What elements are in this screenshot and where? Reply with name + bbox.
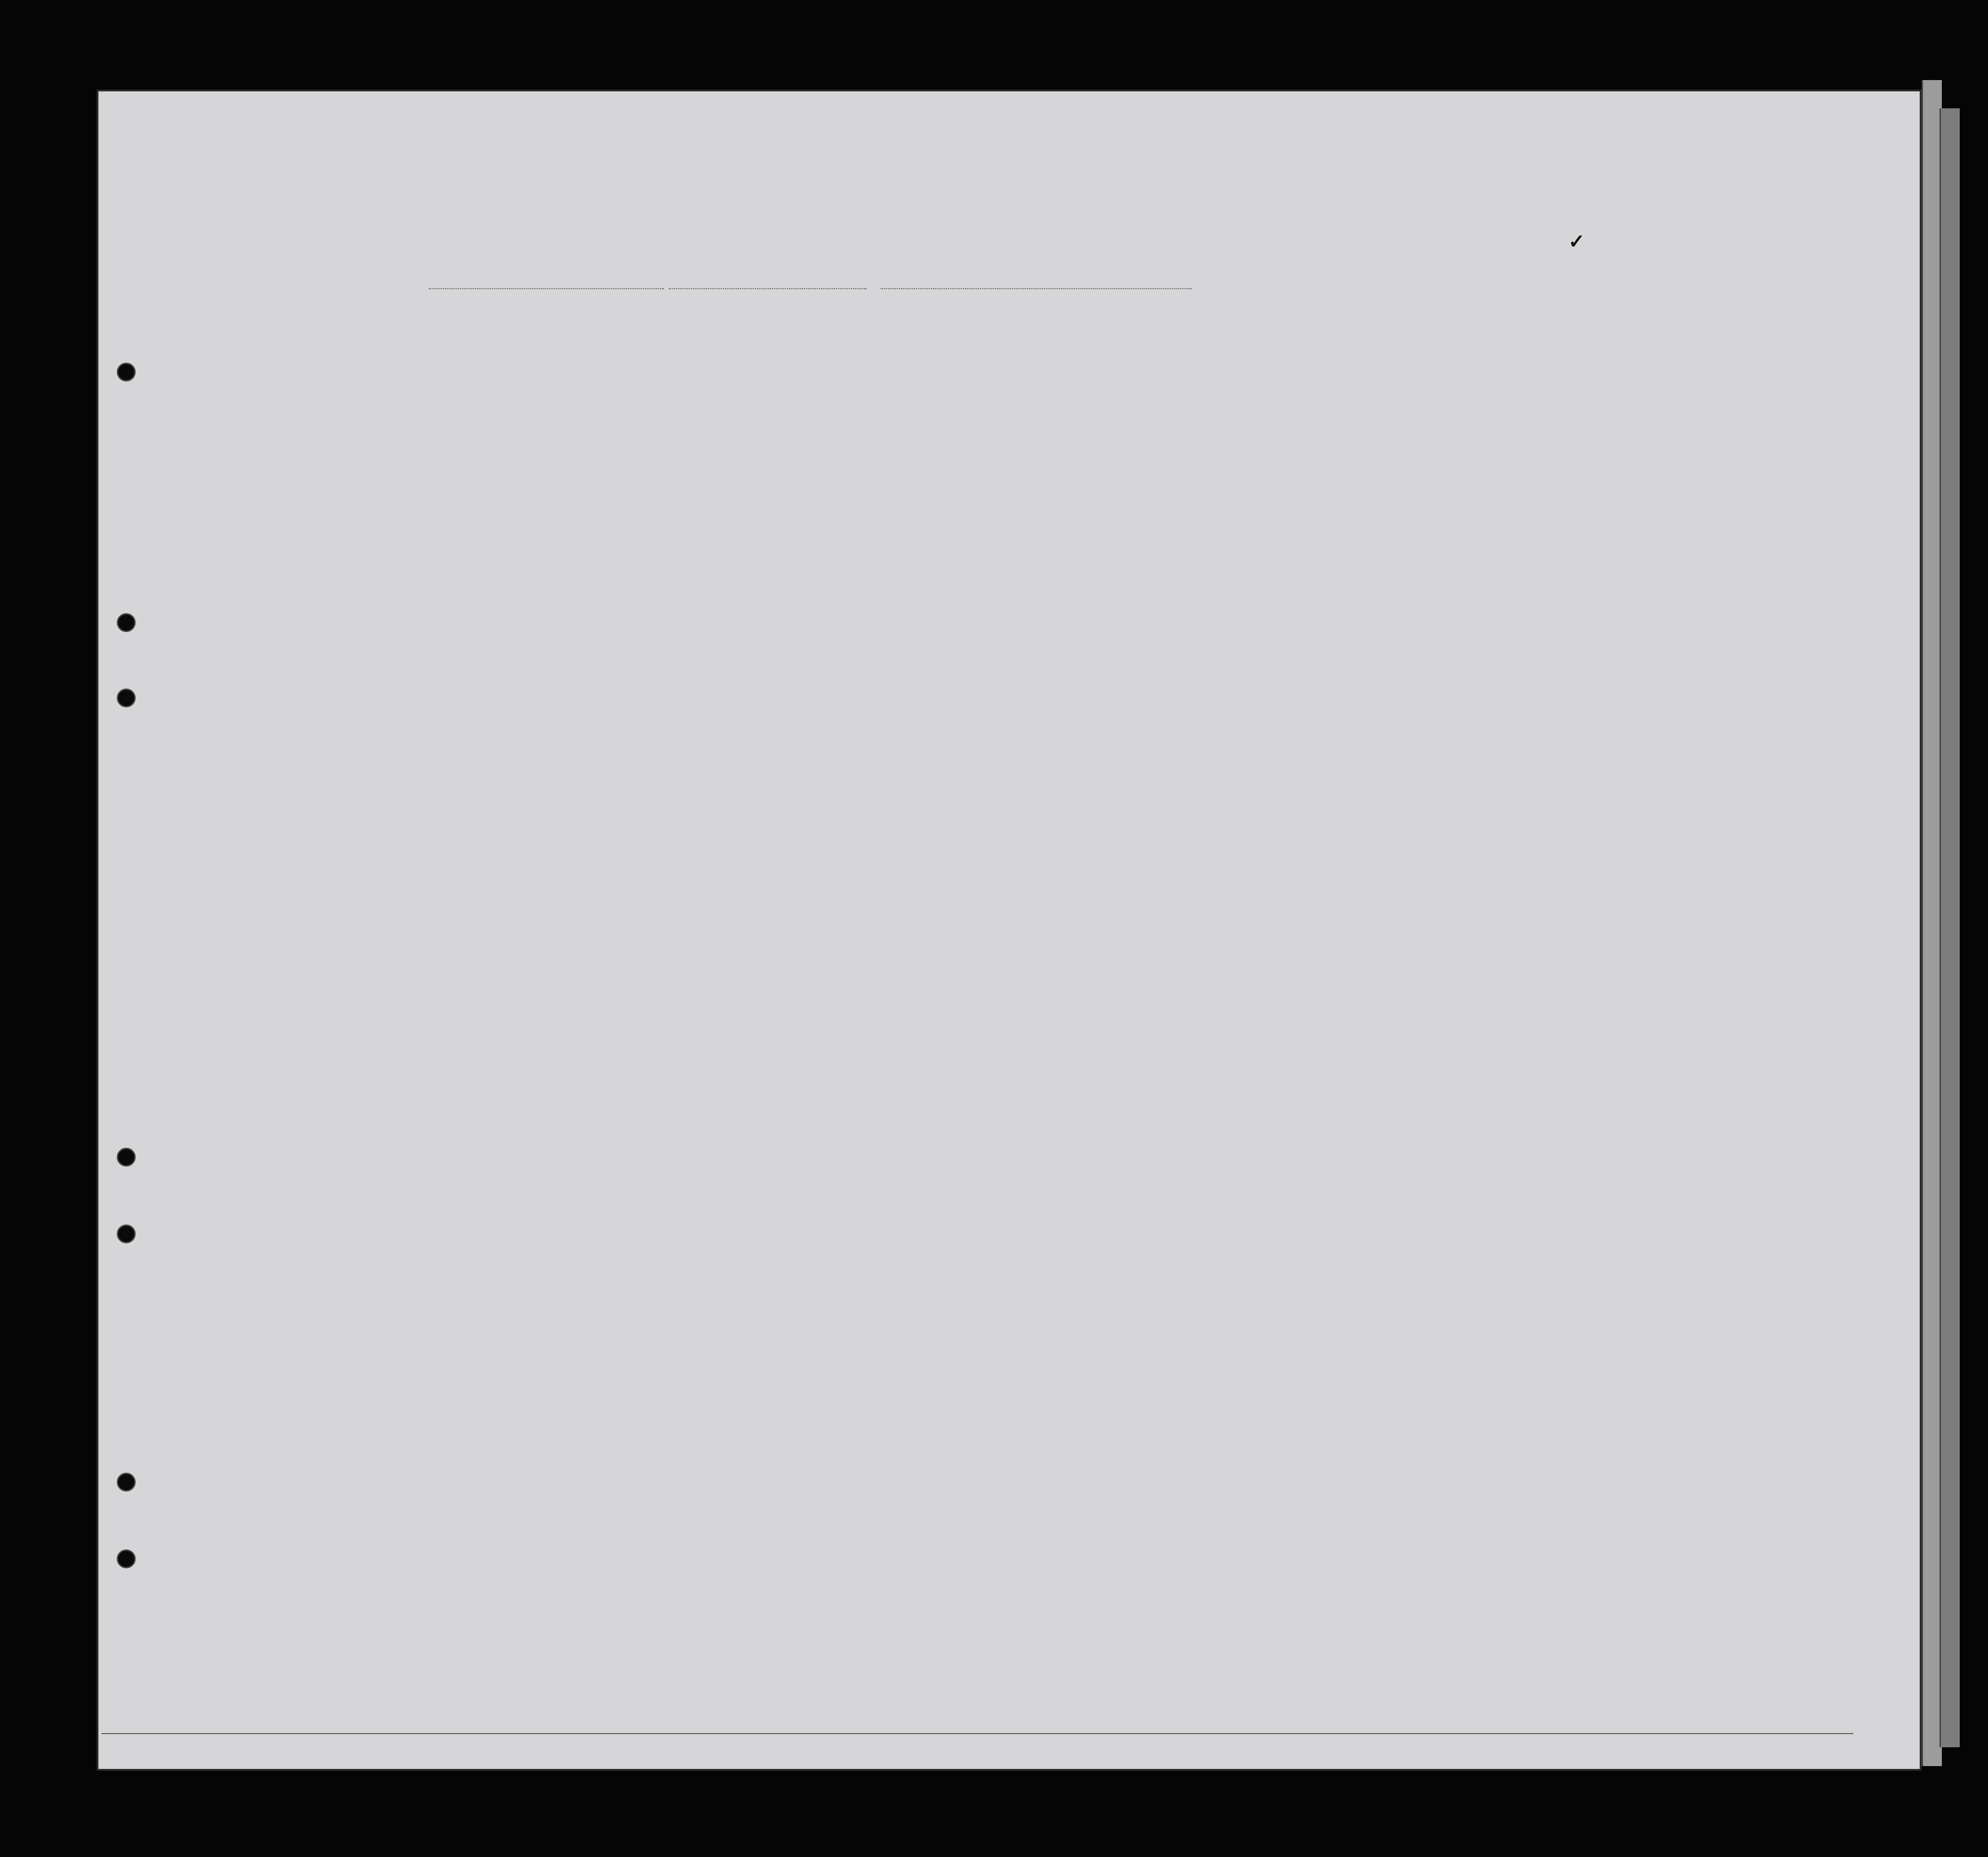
page-bottom-edge [101,1733,1853,1734]
tick-mark: ✓ [1568,230,1585,252]
